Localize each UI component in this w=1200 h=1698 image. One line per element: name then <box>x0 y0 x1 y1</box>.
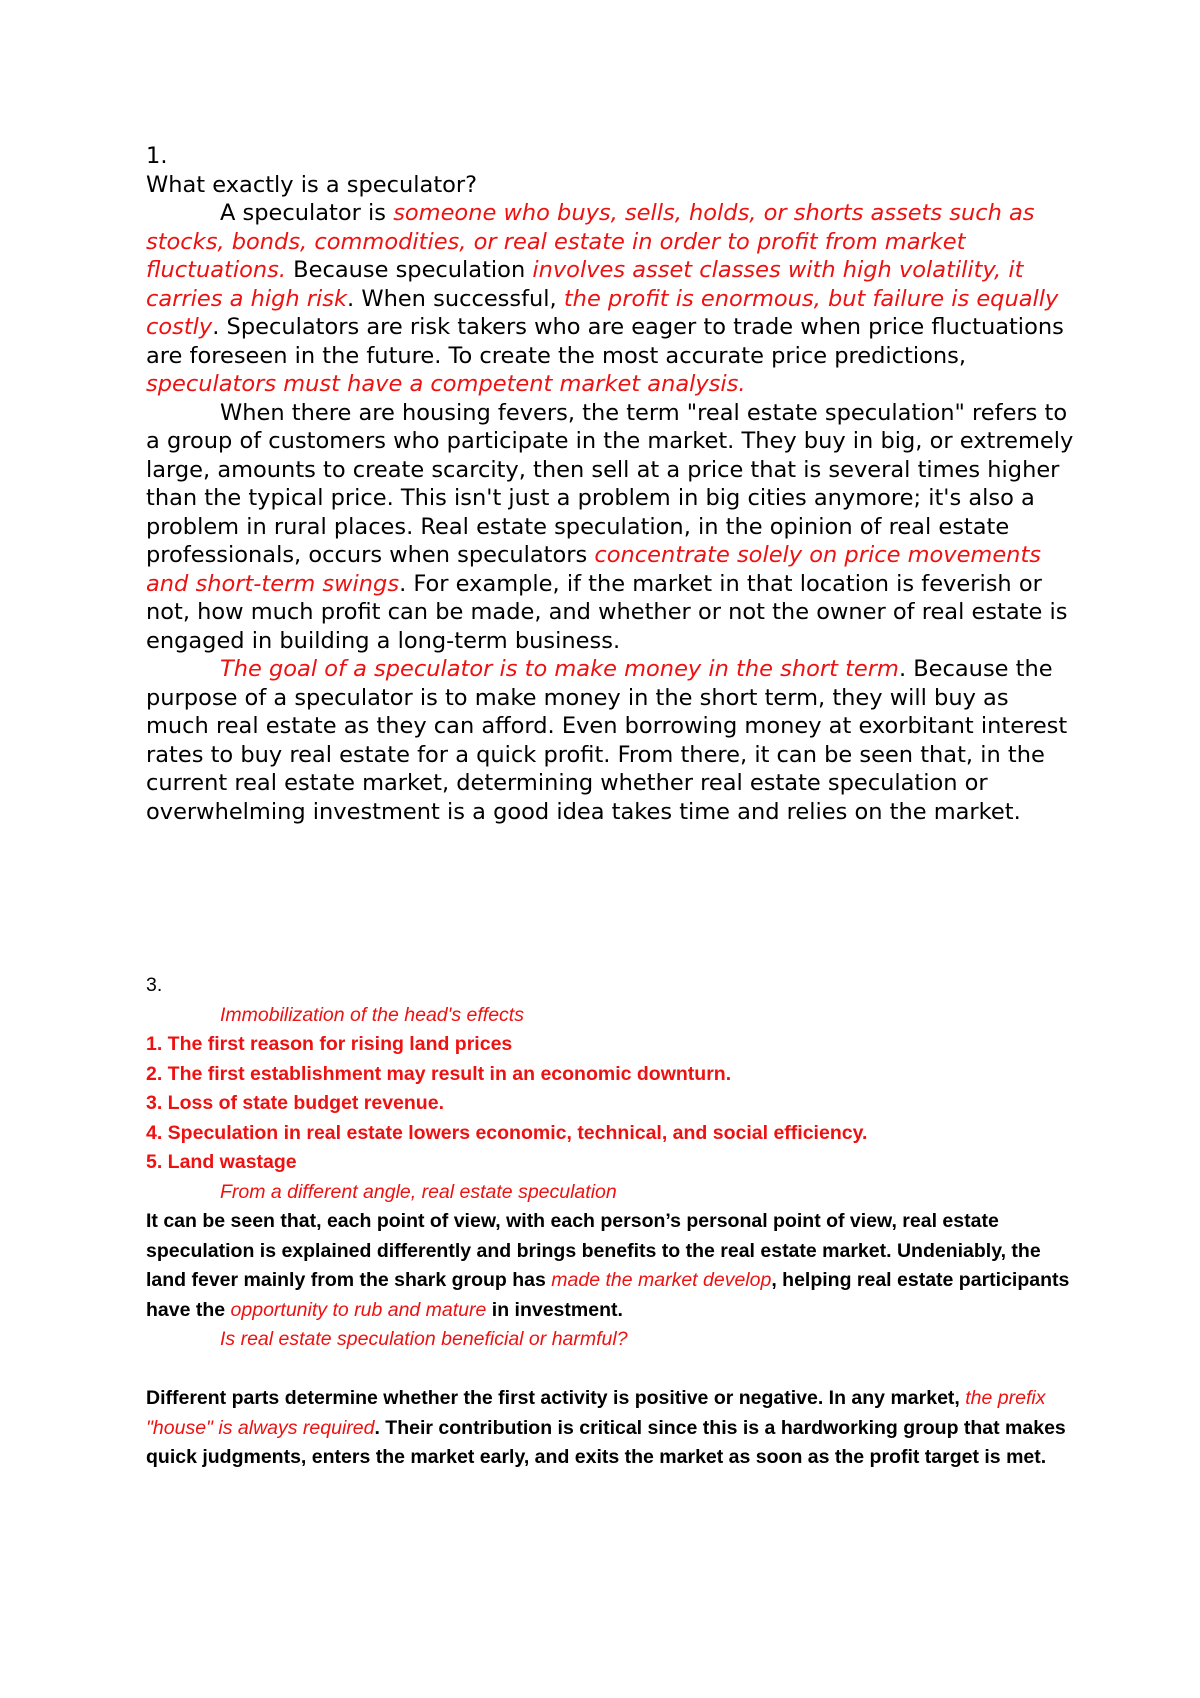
highlighted-text: speculators must have a competent market analysis. <box>146 371 746 397</box>
text-run: Different parts determine whether the first activity is positive or negative. In any market, <box>146 1387 966 1409</box>
section-number: 1. <box>146 143 168 169</box>
spacer <box>146 1355 1076 1385</box>
text-run: . Their contribution is critical since this is a hardworking group that makes quick judgments, enters the market early, and exits the market as soon as the profit target is met. <box>146 1416 1066 1468</box>
subheading: From a different angle, real estate speculation <box>220 1180 617 1203</box>
highlighted-text: made the market develop <box>551 1269 772 1291</box>
text-run: . Because the purpose of a speculator is to make money in the short term, they will buy as much real estate as they can afford. Even borrowing money at exorbitant interest rates to buy real estate for a quick profit. From there, it can be seen that, in the current real estate market, determining whether real estate speculation or overwhelming investment is a good idea takes time and relies on the market. <box>146 656 1068 825</box>
section-3 <box>146 971 1076 1473</box>
highlighted-text: someone who buys, sells, holds, or shorts assets such as stocks, bonds, commodities, or real estate in order to profit from market fluctuations. <box>146 200 1035 283</box>
text-run: Because speculation <box>286 257 533 283</box>
text-run: . For example, if the market in that location is feverish or not, how much profit can be made, and whether or not the owner of real estate is engaged in building a long-term business. <box>146 570 1068 654</box>
text-run: . Speculators are risk takers who are eager to trade when price fluctuations are foreseen in the future. To create the most accurate price predictions, <box>146 314 1064 369</box>
text-run: A speculator is <box>220 200 394 226</box>
text-run: . When successful, <box>347 285 564 312</box>
section-question: What exactly is a speculator? <box>146 171 478 198</box>
list-item: 1. The first reason for rising land prices <box>146 1033 513 1055</box>
text-run: , helping real estate participants have the <box>146 1269 1070 1321</box>
subheading: Is real estate speculation beneficial or harmful? <box>220 1328 628 1350</box>
section-1 <box>146 142 1076 826</box>
list-item: 4. Speculation in real estate lowers economic, technical, and social efficiency. <box>146 1121 868 1144</box>
highlighted-text: opportunity to rub and mature <box>230 1298 487 1321</box>
list-item: 2. The first establishment may result in an economic downturn. <box>146 1062 732 1085</box>
subheading: Immobilization of the head's effects <box>220 1003 524 1026</box>
text-run: When there are housing fevers, the term "real estate speculation" refers to a group of customers who participate in the market. They buy in big, or extremely large, amounts to create scarcity, then sell at a price that is several times higher than the typical price. This isn't just a problem in big cities anymore; it's also a problem in rural places. Real estate speculation, in the opinion of real estate professionals, occurs when speculators <box>146 399 1074 568</box>
paragraph <box>146 1384 1076 1473</box>
paragraph <box>146 1207 1076 1325</box>
highlighted-text: concentrate solely on price movements and short-term swings <box>146 542 1041 597</box>
highlighted-text: the prefix "house" is always required <box>146 1387 1046 1439</box>
highlighted-text: The goal of a speculator is to make money in the short term <box>220 656 899 682</box>
paragraph <box>146 655 1076 826</box>
highlighted-text: the profit is enormous, but failure is equally costly <box>146 285 1059 340</box>
highlighted-text: involves asset classes with high volatility, it carries a high risk <box>146 257 1024 312</box>
paragraph <box>146 399 1076 656</box>
text-run: It can be seen that, each point of view, with each person’s personal point of view, real estate speculation is explained differently and brings benefits to the real estate market. Undeniably, the land fever mainly from the shark group has <box>146 1210 1041 1291</box>
list-item: 5. Land wastage <box>146 1151 297 1173</box>
paragraph <box>146 199 1076 399</box>
text-run: in investment. <box>486 1298 623 1321</box>
section-number: 3. <box>146 974 163 996</box>
list-item: 3. Loss of state budget revenue. <box>146 1092 444 1114</box>
